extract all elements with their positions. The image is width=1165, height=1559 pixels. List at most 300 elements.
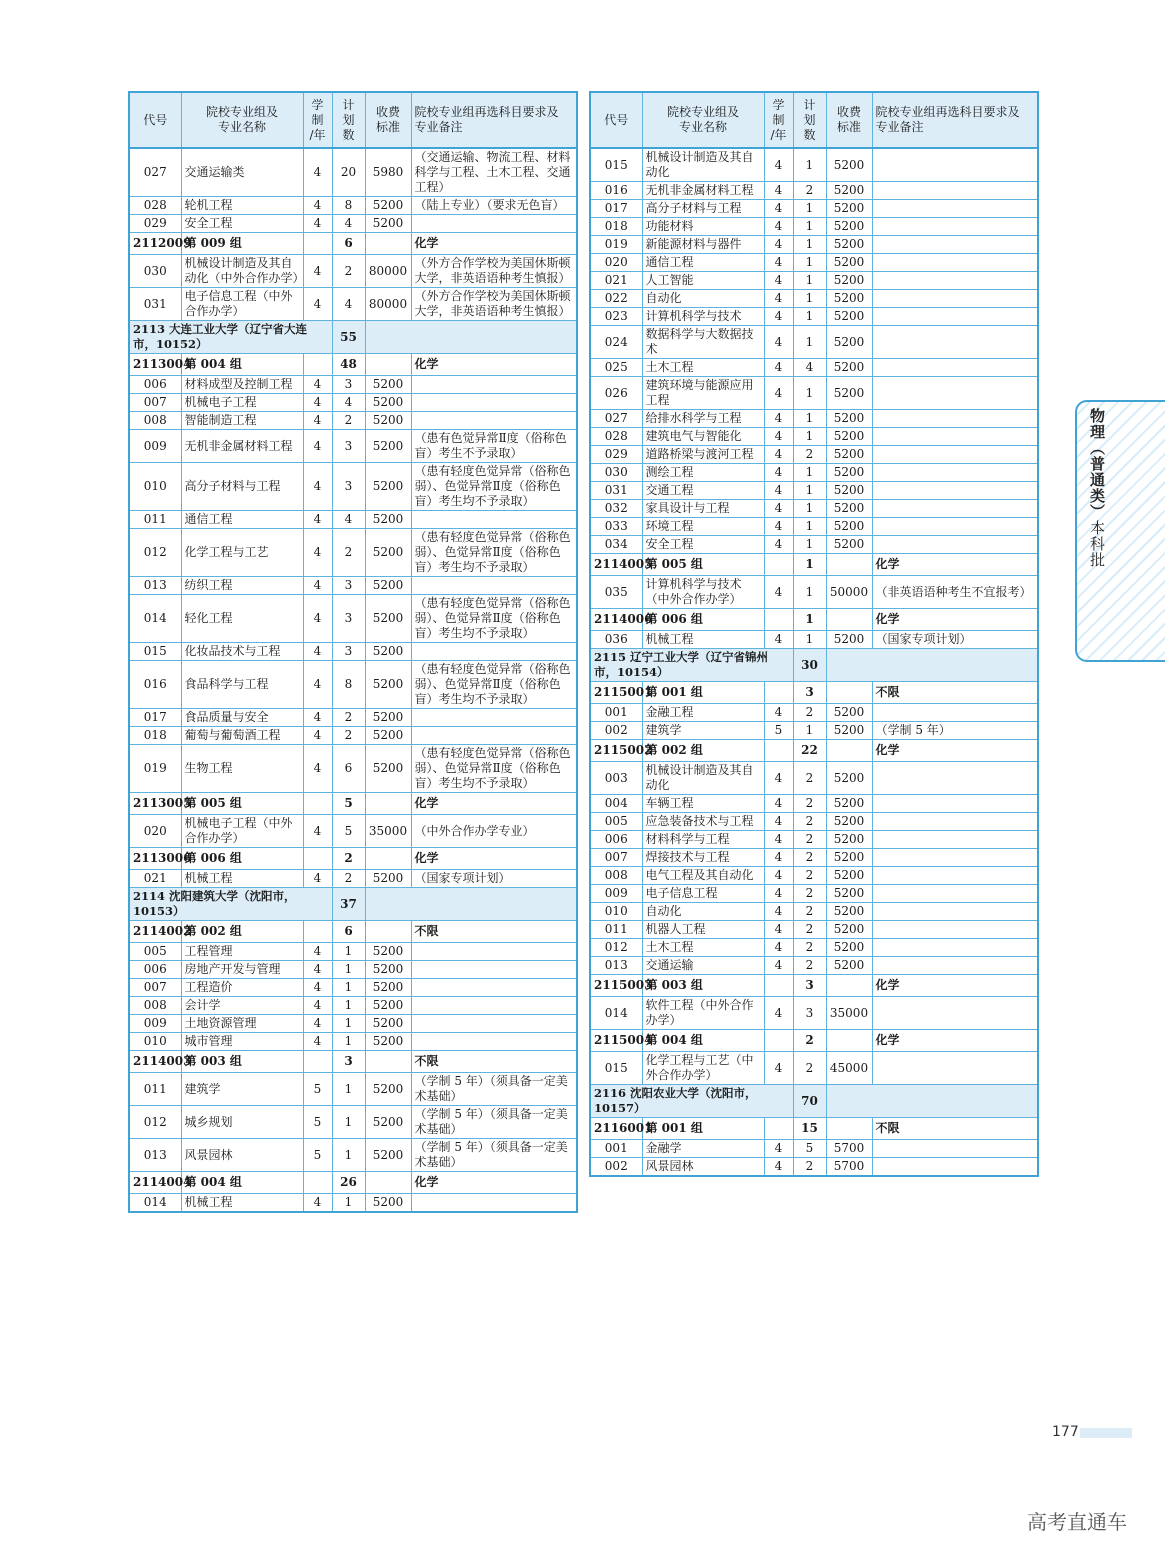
fee-cell: 5200 [365, 577, 411, 595]
table-header [129, 92, 577, 148]
header-name: 院校专业组及 专业名称 [181, 92, 303, 148]
years-cell: 4 [303, 1194, 332, 1213]
plan-cell: 48 [332, 354, 365, 376]
name-cell: 数据科学与大数据技术 [642, 326, 764, 359]
code-cell: 020 [590, 254, 642, 272]
name-cell: 第 004 组 [642, 1030, 764, 1052]
fee-cell: 5200 [826, 518, 872, 536]
years-cell: 4 [764, 631, 793, 649]
name-cell: 道路桥梁与渡河工程 [642, 446, 764, 464]
name-cell: 轻化工程 [181, 595, 303, 643]
name-cell: 第 006 组 [181, 848, 303, 870]
name-cell: 房地产开发与管理 [181, 961, 303, 979]
name-cell: 金融工程 [642, 704, 764, 722]
header-fee: 收费 标准 [826, 92, 872, 148]
fee-cell: 5200 [826, 410, 872, 428]
fee-cell: 80000 [365, 288, 411, 321]
name-cell: 人工智能 [642, 272, 764, 290]
note-cell [872, 428, 1038, 446]
fee-cell: 5200 [365, 727, 411, 745]
code-cell: 017 [590, 200, 642, 218]
note-cell [872, 518, 1038, 536]
years-cell: 5 [303, 1139, 332, 1172]
fee-cell [365, 793, 411, 815]
plan-cell: 3 [793, 997, 826, 1030]
code-cell: 030 [129, 255, 181, 288]
name-cell: 安全工程 [642, 536, 764, 554]
note-cell [872, 813, 1038, 831]
header-note: 院校专业组再选科目要求及 专业备注 [872, 92, 1038, 148]
major-row [590, 428, 1038, 446]
note-cell [872, 957, 1038, 975]
name-cell: 第 005 组 [181, 793, 303, 815]
school-plan: 55 [332, 321, 365, 354]
code-cell: 013 [129, 1139, 181, 1172]
group-row [590, 975, 1038, 997]
years-cell: 4 [303, 745, 332, 793]
years-cell [764, 975, 793, 997]
years-cell: 5 [764, 722, 793, 740]
fee-cell: 5200 [826, 903, 872, 921]
years-cell: 4 [764, 200, 793, 218]
header-plan: 计 划 数 [332, 92, 365, 148]
fee-cell [826, 554, 872, 576]
fee-cell: 5200 [365, 643, 411, 661]
name-cell: 土木工程 [642, 359, 764, 377]
years-cell: 4 [764, 290, 793, 308]
name-cell: 电气工程及其自动化 [642, 867, 764, 885]
fee-cell: 5200 [365, 463, 411, 511]
name-cell: 通信工程 [642, 254, 764, 272]
name-cell: 车辆工程 [642, 795, 764, 813]
fee-cell: 5200 [826, 849, 872, 867]
school-empty-cell [826, 649, 1038, 682]
years-cell: 4 [303, 815, 332, 848]
years-cell: 4 [303, 529, 332, 577]
plan-cell: 1 [332, 1194, 365, 1213]
code-cell: 015 [129, 643, 181, 661]
note-cell: （国家专项计划） [411, 870, 577, 888]
name-cell: 机械工程 [181, 1194, 303, 1213]
code-cell: 002 [590, 1158, 642, 1177]
plan-cell: 1 [332, 1106, 365, 1139]
code-cell: 2115002 [590, 740, 642, 762]
plan-cell: 1 [793, 554, 826, 576]
note-cell: 化学 [872, 740, 1038, 762]
fee-cell: 5200 [826, 831, 872, 849]
plan-cell: 4 [793, 359, 826, 377]
plan-cell: 2 [793, 1030, 826, 1052]
school-plan: 37 [332, 888, 365, 921]
fee-cell: 5200 [365, 661, 411, 709]
major-row [129, 1033, 577, 1051]
header-name: 院校专业组及 专业名称 [642, 92, 764, 148]
years-cell: 4 [764, 218, 793, 236]
plan-cell: 4 [332, 215, 365, 233]
fee-cell: 5200 [365, 1073, 411, 1106]
code-cell: 034 [590, 536, 642, 554]
name-cell: 焊接技术与工程 [642, 849, 764, 867]
years-cell [303, 1172, 332, 1194]
major-row [590, 957, 1038, 975]
years-cell: 4 [764, 359, 793, 377]
name-cell: 工程管理 [181, 943, 303, 961]
note-cell: （患有轻度色觉异常（俗称色弱）、色觉异常Ⅱ度（俗称色盲）考生均不予录取） [411, 463, 577, 511]
note-cell [872, 236, 1038, 254]
note-cell: （患有轻度色觉异常（俗称色弱）、色觉异常Ⅱ度（俗称色盲）考生均不予录取） [411, 529, 577, 577]
plan-cell: 1 [332, 1139, 365, 1172]
major-row [590, 997, 1038, 1030]
code-cell: 028 [590, 428, 642, 446]
fee-cell: 5200 [365, 529, 411, 577]
fee-cell: 5200 [365, 215, 411, 233]
fee-cell: 5200 [826, 500, 872, 518]
plan-cell: 1 [793, 377, 826, 410]
fee-cell [365, 233, 411, 255]
note-cell [411, 1033, 577, 1051]
note-cell [872, 410, 1038, 428]
code-cell: 008 [129, 412, 181, 430]
plan-cell: 3 [332, 577, 365, 595]
fee-cell: 5200 [365, 197, 411, 215]
school-row [129, 888, 577, 921]
fee-cell: 5200 [826, 867, 872, 885]
plan-cell: 3 [332, 376, 365, 394]
name-cell: 第 004 组 [181, 354, 303, 376]
name-cell: 轮机工程 [181, 197, 303, 215]
years-cell [764, 554, 793, 576]
major-row [129, 376, 577, 394]
years-cell: 4 [764, 704, 793, 722]
code-cell: 007 [129, 394, 181, 412]
fee-cell: 5200 [826, 200, 872, 218]
note-cell [872, 464, 1038, 482]
name-cell: 软件工程（中外合作办学） [642, 997, 764, 1030]
name-cell: 高分子材料与工程 [181, 463, 303, 511]
major-row [590, 272, 1038, 290]
code-cell: 019 [129, 745, 181, 793]
fee-cell: 45000 [826, 1052, 872, 1085]
group-row [590, 682, 1038, 704]
note-cell: （国家专项计划） [872, 631, 1038, 649]
years-cell: 4 [303, 727, 332, 745]
header-note: 院校专业组再选科目要求及 专业备注 [411, 92, 577, 148]
years-cell [764, 1030, 793, 1052]
code-cell: 006 [129, 961, 181, 979]
name-cell: 纺织工程 [181, 577, 303, 595]
name-cell: 机械电子工程 [181, 394, 303, 412]
major-row [129, 643, 577, 661]
note-cell [872, 200, 1038, 218]
code-cell: 003 [590, 762, 642, 795]
code-cell: 005 [590, 813, 642, 831]
major-row [590, 867, 1038, 885]
plan-cell: 3 [332, 595, 365, 643]
note-cell: （中外合作办学专业） [411, 815, 577, 848]
plan-cell: 1 [332, 979, 365, 997]
name-cell: 食品质量与安全 [181, 709, 303, 727]
code-cell: 2114002 [129, 921, 181, 943]
group-row [590, 1118, 1038, 1140]
fee-cell: 50000 [826, 576, 872, 609]
fee-cell: 5200 [365, 376, 411, 394]
note-cell [872, 326, 1038, 359]
years-cell: 4 [303, 870, 332, 888]
code-cell: 2113005 [129, 793, 181, 815]
name-cell: 高分子材料与工程 [642, 200, 764, 218]
note-cell: 不限 [411, 921, 577, 943]
group-row [129, 1051, 577, 1073]
school-plan: 30 [793, 649, 826, 682]
group-row [129, 921, 577, 943]
plan-cell: 5 [793, 1140, 826, 1158]
name-cell: 土地资源管理 [181, 1015, 303, 1033]
plan-cell: 2 [793, 957, 826, 975]
note-cell [872, 1140, 1038, 1158]
name-cell: 第 009 组 [181, 233, 303, 255]
years-cell: 4 [764, 428, 793, 446]
years-cell [303, 1051, 332, 1073]
major-row [590, 326, 1038, 359]
name-cell: 材料科学与工程 [642, 831, 764, 849]
major-row [590, 762, 1038, 795]
fee-cell: 5200 [826, 704, 872, 722]
note-cell: 化学 [411, 354, 577, 376]
major-row [590, 359, 1038, 377]
name-cell: 第 001 组 [642, 682, 764, 704]
code-cell: 011 [590, 921, 642, 939]
note-cell: 不限 [411, 1051, 577, 1073]
name-cell: 会计学 [181, 997, 303, 1015]
note-cell [872, 536, 1038, 554]
name-cell: 给排水科学与工程 [642, 410, 764, 428]
name-cell: 计算机科学与技术 [642, 308, 764, 326]
major-row [590, 795, 1038, 813]
name-cell: 材料成型及控制工程 [181, 376, 303, 394]
code-cell: 010 [129, 1033, 181, 1051]
plan-cell: 1 [793, 536, 826, 554]
major-row [129, 215, 577, 233]
code-cell: 013 [129, 577, 181, 595]
years-cell: 4 [303, 997, 332, 1015]
school-row [129, 321, 577, 354]
note-cell [872, 903, 1038, 921]
name-cell: 计算机科学与技术（中外合作办学） [642, 576, 764, 609]
note-cell: 化学 [872, 1030, 1038, 1052]
years-cell: 4 [764, 1052, 793, 1085]
years-cell [764, 740, 793, 762]
years-cell [303, 233, 332, 255]
plan-cell: 3 [332, 643, 365, 661]
major-row [590, 518, 1038, 536]
fee-cell: 5200 [826, 939, 872, 957]
major-row [129, 709, 577, 727]
name-cell: 化学工程与工艺（中外合作办学） [642, 1052, 764, 1085]
note-cell: 化学 [411, 848, 577, 870]
group-row [129, 848, 577, 870]
years-cell: 4 [764, 1140, 793, 1158]
plan-cell: 3 [332, 463, 365, 511]
years-cell: 4 [303, 463, 332, 511]
major-row [590, 722, 1038, 740]
note-cell [411, 709, 577, 727]
years-cell: 4 [764, 148, 793, 182]
plan-cell: 1 [793, 410, 826, 428]
side-tab-category: 物理（普通类） [1088, 408, 1106, 520]
fee-cell [365, 921, 411, 943]
fee-cell: 5200 [365, 1015, 411, 1033]
name-cell: 第 001 组 [642, 1118, 764, 1140]
plan-cell: 4 [332, 394, 365, 412]
major-row [590, 308, 1038, 326]
note-cell [872, 867, 1038, 885]
code-cell: 016 [590, 182, 642, 200]
years-cell: 4 [764, 576, 793, 609]
fee-cell: 5200 [365, 709, 411, 727]
school-plan: 70 [793, 1085, 826, 1118]
years-cell: 4 [303, 1015, 332, 1033]
years-cell: 4 [764, 762, 793, 795]
name-cell: 智能制造工程 [181, 412, 303, 430]
years-cell: 5 [303, 1106, 332, 1139]
code-cell: 026 [590, 377, 642, 410]
left-table-body [129, 148, 577, 1212]
plan-cell: 1 [793, 500, 826, 518]
note-cell [411, 997, 577, 1015]
name-cell: 机械设计制造及其自动化（中外合作办学） [181, 255, 303, 288]
name-cell: 无机非金属材料工程 [642, 182, 764, 200]
fee-cell: 5200 [826, 148, 872, 182]
section-side-label [1088, 408, 1108, 568]
code-cell: 011 [129, 1073, 181, 1106]
name-cell: 化学工程与工艺 [181, 529, 303, 577]
major-row [129, 661, 577, 709]
years-cell: 4 [303, 709, 332, 727]
plan-cell: 1 [332, 1015, 365, 1033]
name-cell: 功能材料 [642, 218, 764, 236]
plan-cell: 1 [793, 722, 826, 740]
plan-cell: 2 [793, 885, 826, 903]
years-cell: 4 [764, 903, 793, 921]
code-cell: 009 [129, 430, 181, 463]
fee-cell [826, 1030, 872, 1052]
fee-cell [365, 1051, 411, 1073]
plan-cell: 1 [793, 631, 826, 649]
code-cell: 006 [590, 831, 642, 849]
plan-cell: 2 [332, 255, 365, 288]
code-cell: 027 [590, 410, 642, 428]
major-row [590, 1158, 1038, 1177]
name-cell: 机械工程 [181, 870, 303, 888]
years-cell: 4 [764, 921, 793, 939]
code-cell: 008 [590, 867, 642, 885]
name-cell: 第 006 组 [642, 609, 764, 631]
note-cell [411, 376, 577, 394]
years-cell: 4 [303, 511, 332, 529]
major-row [129, 463, 577, 511]
note-cell [411, 727, 577, 745]
code-cell: 012 [129, 1106, 181, 1139]
plan-cell: 2 [793, 831, 826, 849]
header-fee: 收费 标准 [365, 92, 411, 148]
years-cell: 4 [303, 1033, 332, 1051]
school-name: 2115 辽宁工业大学（辽宁省锦州市，10154） [590, 649, 793, 682]
major-row [129, 1139, 577, 1172]
plan-cell: 1 [332, 997, 365, 1015]
major-row [590, 903, 1038, 921]
plan-cell: 2 [793, 921, 826, 939]
note-cell [411, 1194, 577, 1213]
major-row [129, 255, 577, 288]
fee-cell: 5200 [826, 631, 872, 649]
major-row [129, 430, 577, 463]
code-cell: 2113004 [129, 354, 181, 376]
major-row [590, 254, 1038, 272]
major-row [129, 511, 577, 529]
fee-cell [826, 1118, 872, 1140]
note-cell [411, 643, 577, 661]
years-cell: 4 [764, 1158, 793, 1177]
plan-cell: 4 [332, 288, 365, 321]
fee-cell: 5980 [365, 148, 411, 197]
major-row [129, 943, 577, 961]
name-cell: 机器人工程 [642, 921, 764, 939]
fee-cell: 5200 [826, 762, 872, 795]
note-cell [872, 795, 1038, 813]
major-row [590, 410, 1038, 428]
fee-cell [365, 848, 411, 870]
right-table-body [590, 148, 1038, 1176]
code-cell: 002 [590, 722, 642, 740]
major-row [590, 1140, 1038, 1158]
major-row [590, 236, 1038, 254]
years-cell: 4 [764, 997, 793, 1030]
code-cell: 033 [590, 518, 642, 536]
fee-cell: 5200 [365, 1194, 411, 1213]
major-row [590, 939, 1038, 957]
note-cell: （患有轻度色觉异常（俗称色弱）、色觉异常Ⅱ度（俗称色盲）考生均不予录取） [411, 595, 577, 643]
school-empty-cell [826, 1085, 1038, 1118]
fee-cell [826, 682, 872, 704]
fee-cell: 5200 [365, 1106, 411, 1139]
major-row [590, 500, 1038, 518]
code-cell: 007 [590, 849, 642, 867]
years-cell: 4 [764, 813, 793, 831]
major-row [129, 1194, 577, 1213]
note-cell: 化学 [411, 233, 577, 255]
note-cell: （陆上专业）（要求无色盲） [411, 197, 577, 215]
major-row [590, 1052, 1038, 1085]
fee-cell: 5200 [826, 795, 872, 813]
name-cell: 风景园林 [642, 1158, 764, 1177]
name-cell: 建筑环境与能源应用工程 [642, 377, 764, 410]
name-cell: 生物工程 [181, 745, 303, 793]
name-cell: 建筑电气与智能化 [642, 428, 764, 446]
years-cell: 4 [764, 795, 793, 813]
major-row [129, 870, 577, 888]
fee-cell: 5200 [826, 218, 872, 236]
years-cell [303, 793, 332, 815]
fee-cell: 35000 [826, 997, 872, 1030]
code-cell: 021 [129, 870, 181, 888]
name-cell: 家具设计与工程 [642, 500, 764, 518]
note-cell [872, 272, 1038, 290]
note-cell [872, 1158, 1038, 1177]
note-cell [872, 885, 1038, 903]
major-row [590, 631, 1038, 649]
plan-cell: 6 [332, 921, 365, 943]
major-row [590, 576, 1038, 609]
